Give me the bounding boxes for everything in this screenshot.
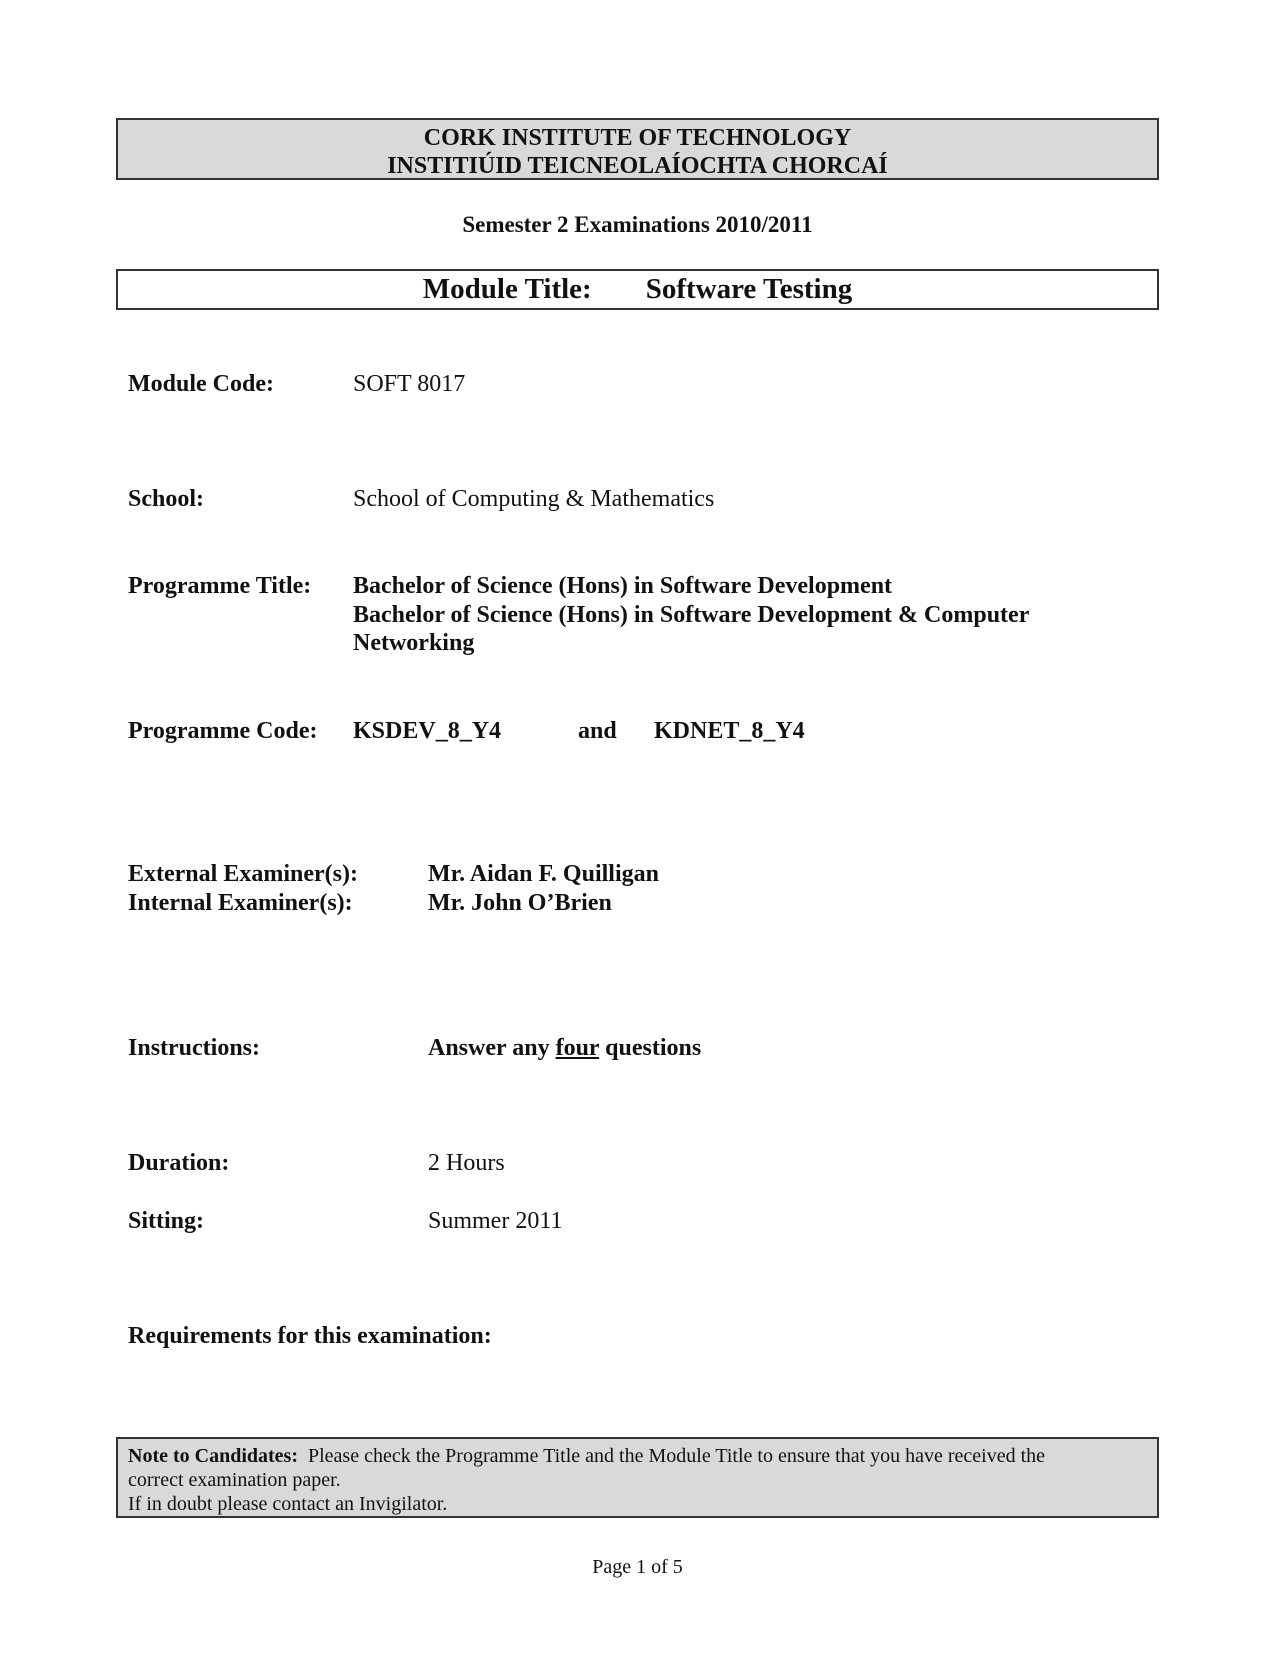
programme-code-1: KSDEV_8_Y4 <box>353 718 502 744</box>
external-examiner-value: Mr. Aidan F. Quilligan <box>428 861 659 887</box>
institution-name-english: CORK INSTITUTE OF TECHNOLOGY <box>423 125 852 151</box>
internal-examiner-value: Mr. John O’Brien <box>428 890 612 916</box>
duration-label: Duration: <box>128 1150 230 1176</box>
programme-title-line-3: Networking <box>353 630 475 656</box>
note-label: Note to Candidates: <box>128 1445 298 1467</box>
school-label: School: <box>128 486 205 512</box>
module-title-value: Software Testing <box>645 273 853 305</box>
internal-examiner-label: Internal Examiner(s): <box>128 890 353 916</box>
programme-code-2: KDNET_8_Y4 <box>654 718 805 744</box>
instructions-pre: Answer any <box>428 1035 556 1061</box>
note-text-1: Please check the Programme Title and the Module Title to ensure that you have received the <box>308 1445 1046 1467</box>
school-value: School of Computing & Mathematics <box>353 486 715 512</box>
programme-code-label: Programme Code: <box>128 718 318 744</box>
note-line-3: If in doubt please contact an Invigilator. <box>128 1493 448 1515</box>
module-title-box <box>116 269 1159 310</box>
instructions-label: Instructions: <box>128 1035 261 1061</box>
institution-name-irish: INSTITIÚID TEICNEOLAÍOCHTA CHORCAÍ <box>387 153 888 179</box>
institution-header-box <box>116 118 1159 180</box>
duration-value: 2 Hours <box>428 1150 505 1176</box>
instructions-emphasis: four <box>555 1035 600 1061</box>
note-line-1 <box>128 1444 1147 1468</box>
module-code-value: SOFT 8017 <box>353 371 466 397</box>
programme-title-line-1: Bachelor of Science (Hons) in Software Development <box>353 573 893 599</box>
semester-heading: Semester 2 Examinations 2010/2011 <box>462 212 813 237</box>
instructions-post: questions <box>599 1035 702 1061</box>
instructions-value <box>428 1034 701 1063</box>
note-line-2: correct examination paper. <box>128 1469 341 1491</box>
module-code-label: Module Code: <box>128 371 274 397</box>
sitting-value: Summer 2011 <box>428 1208 563 1234</box>
sitting-label: Sitting: <box>128 1208 205 1234</box>
requirements-label: Requirements for this examination: <box>128 1323 492 1349</box>
programme-title-line-2: Bachelor of Science (Hons) in Software Development & Computer <box>353 602 1030 628</box>
programme-code-joiner: and <box>578 718 617 744</box>
page-number: Page 1 of 5 <box>592 1556 683 1578</box>
programme-title-label: Programme Title: <box>128 573 312 599</box>
note-to-candidates-box <box>116 1437 1159 1518</box>
external-examiner-label: External Examiner(s): <box>128 861 358 887</box>
module-title-label: Module Title: <box>422 273 592 305</box>
